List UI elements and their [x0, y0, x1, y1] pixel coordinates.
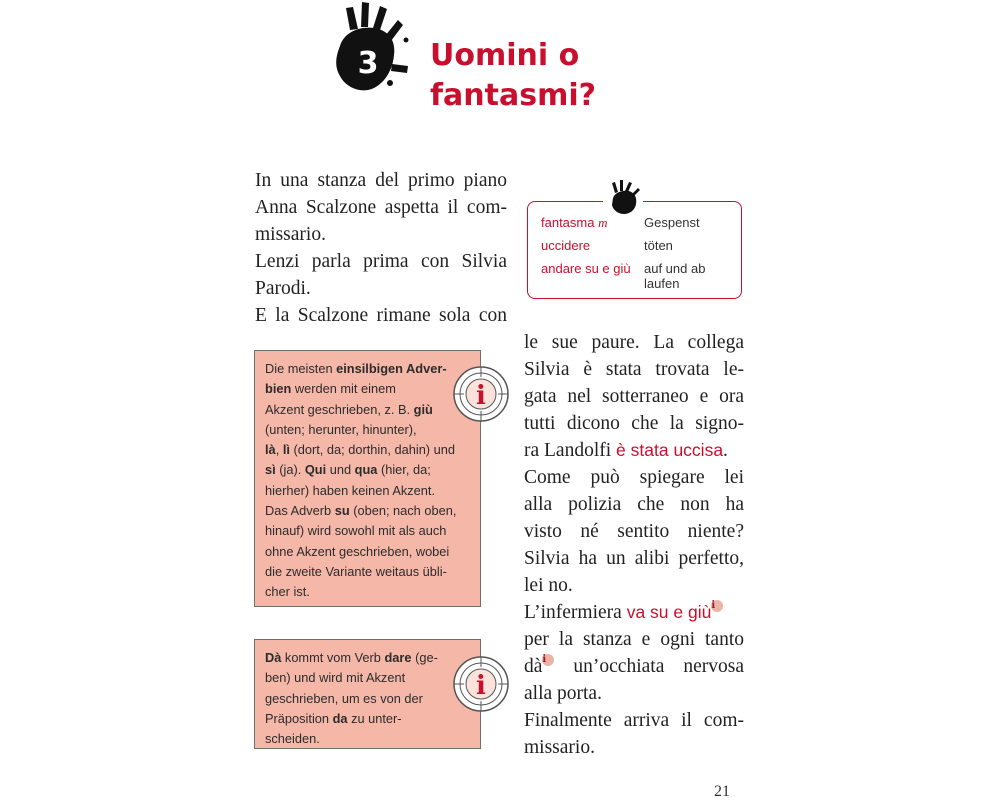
- text-span: Die meisten: [265, 361, 337, 376]
- info-box-da: [254, 639, 481, 749]
- right-column-text: [524, 329, 744, 761]
- text-line: geschrieben, um es von der: [265, 690, 423, 706]
- text-line: [524, 437, 744, 464]
- text-span: (dort, da; dorthin, dahin) und: [289, 442, 455, 458]
- text-line: alla porta.: [524, 683, 602, 704]
- text-span: werden mit einem: [291, 381, 396, 397]
- chapter-title-line: fantasmi?: [430, 78, 597, 113]
- text-line: scheiden.: [265, 731, 320, 747]
- highlight-phrase: è stata uccisa: [616, 440, 724, 460]
- text-line: missario.: [255, 224, 326, 245]
- text-span: kommt vom Verb: [281, 650, 385, 665]
- svg-text:i: i: [476, 381, 486, 411]
- text-span: Präposition: [265, 710, 333, 726]
- text-line: Silvia ha un alibi perfetto,: [524, 548, 744, 569]
- bold-term: da: [332, 710, 348, 726]
- info-box-adverbs: [254, 350, 481, 607]
- text-line: lei no.: [524, 575, 573, 596]
- vocab-german: töten: [644, 238, 673, 253]
- text-span: (ja).: [275, 462, 305, 478]
- text-line: (unten; herunter, hinunter),: [265, 421, 417, 437]
- chapter-number: 3: [357, 46, 379, 81]
- vocab-german: auf und ab laufen: [644, 261, 706, 291]
- text-line: [524, 599, 744, 626]
- handprint-icon: [603, 178, 643, 216]
- chapter-title-line: Uomini o: [430, 38, 580, 73]
- text-line: E la Scalzone rimane sola con: [255, 305, 507, 326]
- info-icon: [452, 655, 510, 713]
- text-line: In una stanza del primo piano: [255, 170, 507, 191]
- text-line: Lenzi parla prima con Silvia: [255, 251, 507, 272]
- text-line: gata nel sotterraneo e ora: [524, 386, 744, 407]
- text-line: Anna Scalzone aspetta il com-: [255, 197, 507, 218]
- text-line: le sue paure. La collega: [524, 332, 744, 353]
- left-column-text: [255, 167, 507, 329]
- text-span: .: [723, 440, 728, 461]
- text-line: [524, 653, 744, 680]
- text-span: ,: [275, 442, 283, 458]
- text-line: cher ist.: [265, 584, 310, 600]
- page-number: 21: [714, 783, 730, 800]
- text-span: zu unter-: [347, 710, 402, 726]
- vocab-italian: andare su e giù: [541, 261, 631, 276]
- text-line: Silvia è stata trovata le-: [524, 359, 744, 380]
- text-line: Finalmente arriva il com-: [524, 710, 744, 731]
- text-span: Das Adverb: [265, 503, 335, 519]
- bold-term: dare: [384, 650, 412, 665]
- text-line: alla polizia che non ha: [524, 494, 744, 515]
- vocab-italian: uccidere: [541, 238, 591, 253]
- text-line: hinauf) wird sowohl mit als auch: [265, 523, 447, 539]
- text-line: tutti dicono che la signo-: [524, 413, 744, 434]
- chapter-title: [430, 36, 596, 116]
- text-span: L’infermiera: [524, 602, 627, 623]
- text-span: und: [326, 462, 355, 478]
- text-span: un’occhiata nervosa: [554, 656, 744, 677]
- text-line: missario.: [524, 737, 595, 758]
- info-badge-icon[interactable]: i: [542, 654, 554, 666]
- bold-term: einsilbigen Adver-: [336, 361, 447, 376]
- svg-text:i: i: [476, 671, 486, 701]
- bold-term: sì: [265, 462, 276, 478]
- text-span: dà: [524, 656, 543, 677]
- black-handprint-icon: [330, 0, 425, 100]
- bold-term: giù: [413, 401, 433, 417]
- vocab-italian: fantasma: [541, 215, 595, 230]
- text-line: ben) und wird mit Akzent: [265, 670, 406, 686]
- text-span: ra Landolfi: [524, 440, 617, 461]
- vocab-gender: m: [598, 215, 608, 230]
- bold-term: bien: [265, 381, 292, 397]
- text-line: Parodi.: [255, 278, 311, 299]
- text-span: Akzent geschrieben, z. B.: [265, 401, 414, 417]
- bold-term: lì: [282, 442, 290, 458]
- text-line: die zweite Variante weitaus übli-: [265, 563, 447, 579]
- bold-term: là: [265, 442, 276, 458]
- text-span: (oben; nach oben,: [349, 503, 457, 519]
- info-badge-icon[interactable]: i: [711, 600, 723, 612]
- text-line: visto né sentito niente?: [524, 521, 744, 542]
- text-span: (hier, da;: [377, 462, 431, 478]
- bold-term: Dà: [265, 650, 282, 665]
- text-span: (ge-: [411, 650, 438, 665]
- text-line: Come può spiegare lei: [524, 467, 744, 488]
- text-line: per la stanza e ogni tanto: [524, 629, 744, 650]
- bold-term: qua: [354, 462, 378, 478]
- info-icon: [452, 365, 510, 423]
- bold-term: su: [334, 503, 350, 519]
- text-line: ohne Akzent geschrieben, wobei: [265, 543, 450, 559]
- vocab-german: Gespenst: [644, 215, 700, 230]
- text-line: hierher) haben keinen Akzent.: [265, 482, 436, 498]
- highlight-phrase: va su e giù: [626, 602, 712, 622]
- bold-term: Qui: [304, 462, 327, 478]
